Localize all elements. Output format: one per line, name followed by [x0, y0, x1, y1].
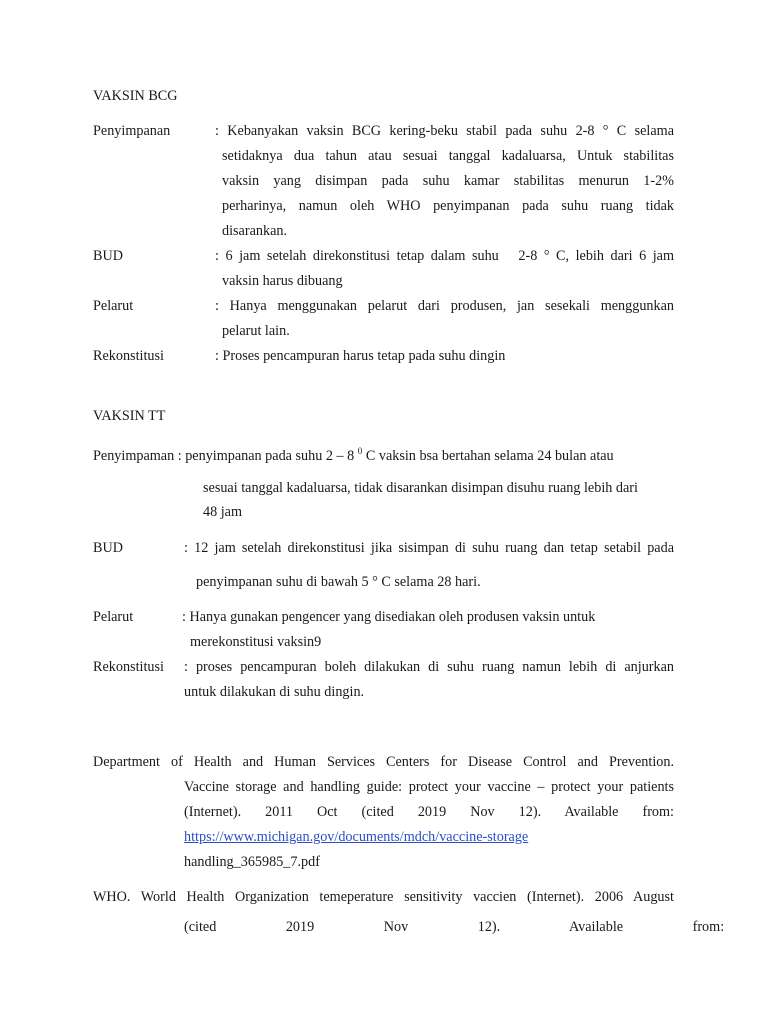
tt-penyimpanan-line-1 [93, 442, 614, 465]
reference-2-line-1: WHO. World Health Organization temeperature sensitivity vaccien (Internet). 2006 August [93, 889, 674, 905]
tt-title: VAKSIN TT [93, 408, 166, 424]
tt-penyimpanan-line-2: sesuai tanggal kadaluarsa, tidak disarankan disimpan disuhu ruang lebih dari [203, 480, 638, 496]
bcg-pelarut-label: Pelarut [93, 298, 134, 314]
bcg-penyimpanan-line-1: : Kebanyakan vaksin BCG kering-beku stabil pada suhu 2-8 ° C selama [215, 123, 674, 139]
tt-bud-line-1: : 12 jam setelah direkonstitusi jika sisimpan di suhu ruang dan tetap setabil pada [184, 540, 674, 556]
bcg-penyimpanan-label: Penyimpanan [93, 123, 171, 139]
reference-1-line-2: Vaccine storage and handling guide: protect your vaccine – protect your patients [184, 779, 674, 795]
bcg-rekonstitusi-line-1: : Proses pencampuran harus tetap pada suhu dingin [215, 348, 506, 364]
tt-bud-label: BUD [93, 540, 123, 556]
reference-2-line-2: (cited 2019 Nov 12). Available from: [184, 919, 725, 935]
tt-rekonstitusi-line-1: : proses pencampuran boleh dilakukan di suhu ruang namun lebih di anjurkan [184, 659, 674, 675]
reference-1-link[interactable]: https://www.michigan.gov/documents/mdch/vaccine-storage [184, 829, 529, 845]
tt-rekonstitusi-line-2: untuk dilakukan di suhu dingin. [184, 684, 365, 700]
tt-penyimpanan-superscript: 0 [357, 446, 363, 456]
reference-1-line-1: Department of Health and Human Services Centers for Disease Control and Prevention. [93, 754, 674, 770]
bcg-pelarut-line-1: : Hanya menggunakan pelarut dari produsen, jan sesekali menggunkan [215, 298, 674, 314]
bcg-penyimpanan-line-3: vaksin yang disimpan pada suhu kamar stabilitas menurun 1-2% [222, 173, 674, 189]
tt-penyimpanan-tail: C vaksin bsa bertahan selama 24 bulan atau [362, 448, 614, 464]
tt-bud-line-2: penyimpanan suhu di bawah 5 ° C selama 28 hari. [196, 574, 481, 590]
reference-1-link-tail: handling_365985_7.pdf [184, 854, 320, 870]
bcg-bud-line-2: vaksin harus dibuang [222, 273, 343, 289]
bcg-bud-label: BUD [93, 248, 123, 264]
reference-1-line-3: (Internet). 2011 Oct (cited 2019 Nov 12). Available from: [184, 804, 674, 820]
tt-pelarut-line-2: merekonstitusi vaksin9 [190, 634, 322, 650]
bcg-penyimpanan-line-2: setidaknya dua tahun atau sesuai tanggal kadaluarsa, Untuk stabilitas [222, 148, 674, 164]
bcg-rekonstitusi-label: Rekonstitusi [93, 348, 164, 364]
bcg-pelarut-line-2: pelarut lain. [222, 323, 290, 339]
bcg-title: VAKSIN BCG [93, 88, 178, 104]
tt-pelarut-label: Pelarut [93, 609, 134, 625]
bcg-penyimpanan-line-4: perharinya, namun oleh WHO penyimpanan pada suhu ruang tidak [222, 198, 674, 214]
bcg-penyimpanan-line-5: disarankan. [222, 223, 288, 239]
tt-pelarut-line-1: : Hanya gunakan pengencer yang disediakan oleh produsen vaksin untuk [182, 609, 596, 625]
tt-penyimpanan-line-3: 48 jam [203, 504, 243, 520]
tt-rekonstitusi-label: Rekonstitusi [93, 659, 164, 675]
bcg-bud-line-1: : 6 jam setelah direkonstitusi tetap dalam suhu 2-8 ° C, lebih dari 6 jam [215, 248, 674, 264]
tt-penyimpanan-lead: Penyimpaman : penyimpanan pada suhu 2 – 8 [93, 448, 358, 464]
